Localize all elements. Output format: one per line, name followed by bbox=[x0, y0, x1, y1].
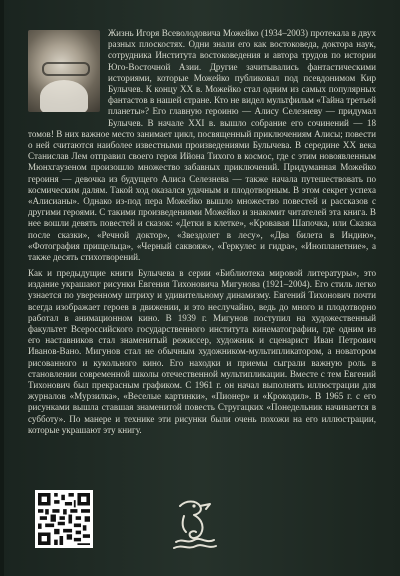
paragraph-1-text: Жизнь Игоря Всеволодовича Можейко (1934–2003) протекала в двух разных плоскостях. Одни знали его как востоковеда, доктора наук, сотрудника Института востоковедения и автора трудов по истории Юго-Восточной Азии. Другие зачитывались фантастическими историями, которые Можейко публиковал под псевдонимом Кир Булычев. К концу XX в. Можейко стал одним из самых популярных фантастов в нашей стране. Кто не видел мультфильм «Тайна третьей планеты»? Его главную героиню — Алису Селезневу — придумал Булычев. В начале XXI в. вышло собрание его сочинений — 18 томов! В них важное место занимает цикл, посвященный приключениям Алисы; повести о ней считаются наиболее известными произведениями Булычева. В середине XX века Станислав Лем отправил своего героя Ийона Тихого в космос, где с этим новоявленным Мюнхгаузеном произошло множество забавных приключений. Придуманная Можейко героиня — девочка из будущего Алиса Селезнева — также начала путешествовать по космическим далям. Такой ход оказался удачным и плодотворным. В этом секрет успеха «Алисианы». Однако из-под пера Можейко вышло множество повестей и рассказов с другими героями. С такими произведениями Можейко и знакомит читателей эта книга. В нее вошли девять повестей и сказок: «Детки в клетке», «Кровавая Шапочка, или Сказка после сказки», «Речной доктор», «Звездолет в лесу», «Два билета в Индию», «Фотография прищельца», «Черный саквояж», «Геркулес и гидра», «Инопланетние», а также десять стихотворений. bbox=[28, 28, 376, 263]
qr-code-graphic bbox=[38, 493, 90, 545]
sea-horse-logo-graphic bbox=[170, 496, 218, 552]
spine-edge bbox=[0, 0, 4, 576]
photo-wrap-space bbox=[28, 28, 108, 118]
qr-code-icon[interactable] bbox=[35, 490, 93, 548]
sea-horse-logo-icon bbox=[170, 496, 218, 552]
paragraph-illustrator-bio bbox=[28, 268, 376, 436]
paragraph-2-text: Как и предыдущие книги Булычева в серии «Библиотека мировой литературы», это издание украшают рисунки Евгения Тихоновича Мигунова (1921–2004). Его стиль легко узнается по уверенному штриху и удивительному динамизму. Евгений Тихонович почти всегда изображает героев в движении, и это неслучайно, ведь до много и плодотворно работал в анимационном кино. В 1939 г. Мигунов поступил на художественный факультет Всероссийского государственного института кинематографии, где одним из его наставников стал знаменитый режиссер, художник и сценарист Иван Петрович Иванов-Вано. Мигунов стал не обычным художником-мультипликатором, а новатором рисованного и кукольного кино. Его находки и приемы сыграли важную роль в становлении современной школы отечественной мультипликации. Вместе с тем Евгений Тихонович был прекрасным графиком. С 1961 г. он начал выполнять иллюстрации для журналов «Мурзилка», «Веселые картинки», «Пионер» и «Крокодил». В 1965 г. с его рисунками вышла ставшая знаменитой повесть Стругацких «Понедельник начинается в субботу». По манере и технике эти рисунки были очень похожи на его иллюстрации, которые украшают эту книгу. bbox=[28, 268, 376, 435]
paragraph-author-bio bbox=[28, 28, 376, 263]
